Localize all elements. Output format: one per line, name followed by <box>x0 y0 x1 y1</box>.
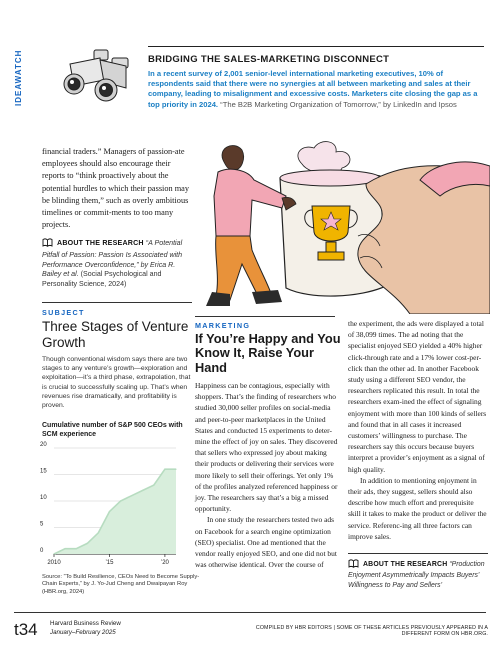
marketing-label: MARKETING <box>195 321 251 330</box>
chart-title: Cumulative number of S&P 500 CEOs with SCM experience <box>42 422 183 438</box>
marketing-title: If You’re Happy and You Know It, Raise Your Hand <box>195 331 341 375</box>
data-point <box>64 548 65 549</box>
area-fill <box>54 469 176 554</box>
marketing-body <box>195 380 340 570</box>
subject-body: Though conventional wisdom says there are two stages to any venture’s growth—exploration and exploitation—it’s a third phase, extrapolation, that is crucial to successfully scaling up. That’s when revenues rise dramatically, and profitability is proven. <box>42 356 191 410</box>
data-point <box>131 495 132 496</box>
publication-name: Harvard Business Review <box>50 620 121 627</box>
data-point <box>142 490 143 491</box>
page-number: t34 <box>14 620 38 639</box>
subject-title: Three Stages of Venture Growth <box>42 319 189 350</box>
section-rule <box>42 302 192 303</box>
trophy-mug-illustration <box>190 136 490 314</box>
y-tick-label: 10 <box>40 495 47 501</box>
data-point <box>87 543 88 544</box>
about-research-1 <box>42 238 192 290</box>
top-rule <box>148 46 484 47</box>
paragraph: Happiness can be contagious, especially with shoppers. That’s the finding of researchers who studied 30,000 seller profiles on social-media and peer-to-peer marketplaces in the United States and conducted 15 experiments to deter-mine the effect of joy on sales. They discovered that sellers who expressed joy about making their products or delivering their services were more likely to sell their offerings. Yet only 1% of the profiles analyzed referenced happiness or joy. The researchers say that’s a big a missed opportunity. <box>195 381 338 514</box>
about-label: ABOUT THE RESEARCH <box>57 239 144 247</box>
intro-paragraph: financial traders.” Managers of passion-ate employees should also encourage their reports to “think proactively about the potential hurdles to which their passion may be blinding them,” such as overly ambitious timelines or commit-ments to too many projects. <box>42 147 190 230</box>
footer-rule <box>14 612 486 613</box>
ideawatch-text: In a recent survey of 2,001 senior-level international marketing executives, 10% of respondents said that there were no synergies at all between marketing and sales at their company, leading to misalignment and excessive costs. Marketers cite closing the gap as a top priority in 2024. <box>148 69 478 109</box>
book-icon <box>42 238 53 251</box>
data-point <box>98 532 99 533</box>
x-tick-label: 2010 <box>47 560 61 566</box>
binoculars-icon <box>60 46 140 106</box>
y-tick-label: 15 <box>40 468 47 475</box>
area-chart <box>38 440 188 572</box>
section-tag <box>14 49 30 106</box>
about-research-2 <box>348 559 488 590</box>
issue-date: January–February 2025 <box>50 629 116 636</box>
data-point <box>175 469 176 470</box>
marketing-continued <box>348 318 488 542</box>
about-label: ABOUT THE RESEARCH <box>363 561 448 568</box>
research-title: “Production Enjoyment Asymmetrically Impacts Buyers’ Willingness to Pay and Sellers’ <box>348 561 485 589</box>
subject-label: SUBJECT <box>42 308 85 317</box>
data-point <box>120 500 121 501</box>
paragraph: the experiment, the ads were displayed a total of 38,099 times. The ad noting that the specialist enjoyed SEO yielded a 40% higher click-through rate and a 17% lower cost-per-click than the other ad. In another Facebook study using a different SEO vendor, the researchers replicated this result. In total the researchers exam-ined the effect of signaling enjoyment with more than 100 kinds of sellers and found that in all cases it increased customers’ willingness to purchase. The researchers say this occurs because buyers interpret a provider’s enjoyment as a signal of high quality. <box>348 319 487 474</box>
y-tick-label: 0 <box>40 548 44 554</box>
data-point <box>109 511 110 512</box>
research-citation: (Social Psychological and Personality Science, 2024) <box>42 270 162 289</box>
section-tag-text: IDEAWATCH <box>14 49 23 106</box>
x-tick-label: ’20 <box>160 560 169 566</box>
ideawatch-headline: BRIDGING THE SALES-MARKETING DISCONNECT <box>148 54 390 65</box>
ideawatch-source: “The B2B Marketing Organization of Tomorrow,” by LinkedIn and Ipsos <box>220 99 457 109</box>
section-rule <box>195 316 335 317</box>
data-point <box>76 548 77 549</box>
data-point <box>164 469 165 470</box>
data-point <box>153 485 154 486</box>
section-rule <box>348 553 488 554</box>
ideawatch-body <box>148 69 484 110</box>
paragraph: In addition to mentioning enjoyment in their ads, they suggest, sellers should also describe how much effort and prerequisite skill it takes to make the product or deliver the service. Referenc-ing all three factors can improve sales. <box>348 475 487 541</box>
y-tick-label: 20 <box>40 442 47 448</box>
footer-credits: COMPILED BY HBR EDITORS | SOME OF THESE ARTICLES PREVIOUSLY APPEARED IN A DIFFERENT FORM ON HBR.ORG. <box>255 625 488 637</box>
research-title: “A Potential Pitfall of Passion: Passion Is Associated with Performance Overconfidence,” by Erica R. Bailey et al. <box>42 239 183 279</box>
y-tick-label: 5 <box>40 521 44 528</box>
book-icon <box>348 559 359 571</box>
paragraph: In one study the researchers tested two ads on Facebook for a search engine optimization (SEO) specialist. One ad mentioned that the vendor really enjoyed SEO, and one did not but was otherwise identical. Over the course of <box>195 515 337 570</box>
x-tick-label: ’15 <box>105 560 114 566</box>
chart-source: Source: “To Build Resilience, CEOs Need to Become Supply-Chain Experts,” by J. Yo-Jud Cheng and Dwaipayan Roy (HBR.org, 2024) <box>42 574 200 595</box>
